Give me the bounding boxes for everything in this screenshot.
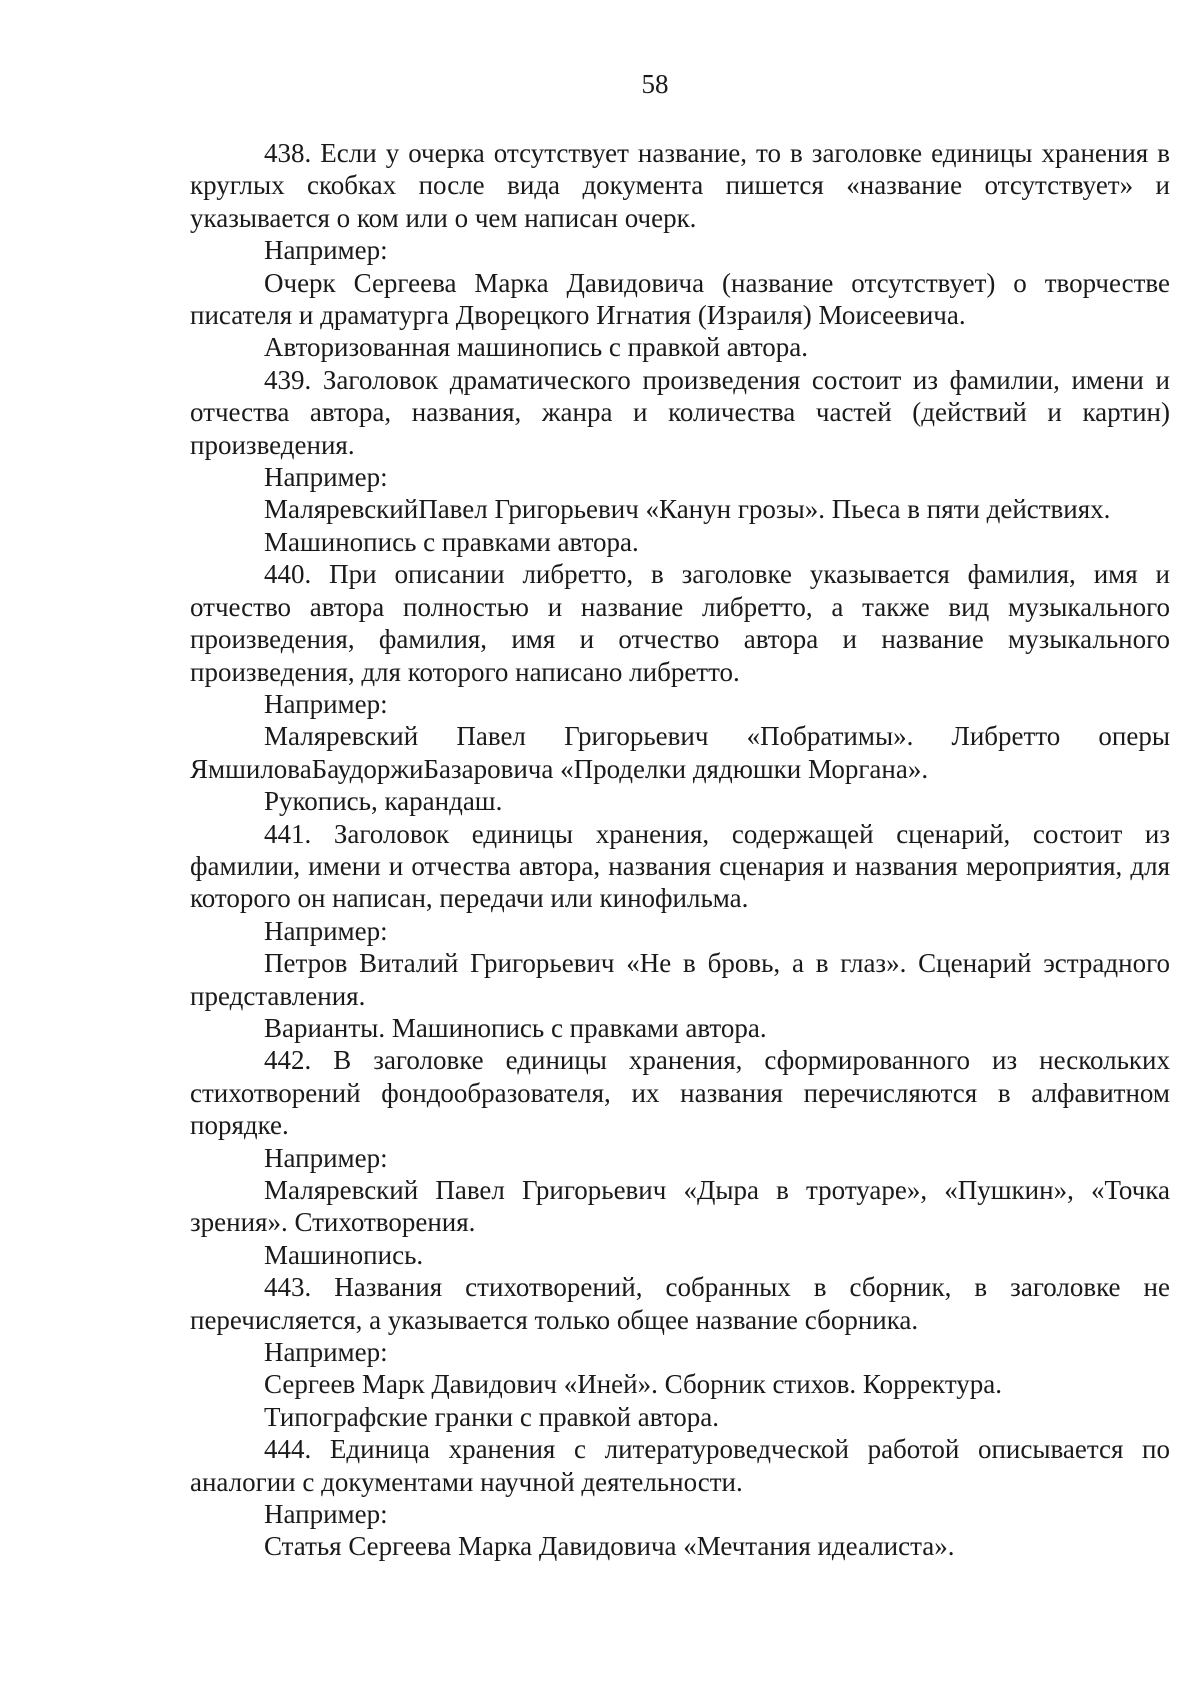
example-text: Авторизованная машинопись с правкой автора. [264,332,809,363]
numbered-paragraph: 444. Единица хранения с литературоведческой работой описывается по аналогии с документами научной деятельности. [190,1434,1170,1497]
example-label: Например: [264,235,388,266]
example-text: Машинопись. [264,1239,424,1270]
example-text: Типографские гранки с правкой автора. [264,1401,719,1432]
example-label: Например: [264,1499,388,1530]
example-text: Маляревский Павел Григорьевич «Дыра в тротуаре», «Пушкин», «Точка зрения». Стихотворения. [190,1175,1170,1238]
numbered-paragraph: 442. В заголовке единицы хранения, сформированного из нескольких стихотворений фондообразователя, их названия перечисляются в алфавитном порядке. [190,1045,1170,1141]
example-label: Например: [264,915,388,946]
example-text: Статья Сергеева Марка Давидовича «Мечтания идеалиста». [264,1531,955,1562]
numbered-paragraph: 439. Заголовок драматического произведения состоит из фамилии, имени и отчества автора, названия, жанра и количества частей (действий и картин) произведения. [190,364,1170,460]
example-label: Например: [264,1142,388,1173]
example-text: Маляревский Павел Григорьевич «Побратимы». Либретто оперы ЯмшиловаБаудоржиБазаровича «Проделки дядюшки Моргана». [190,721,1170,784]
example-text: Сергеев Марк Давидович «Иней». Сборник стихов. Корректура. [264,1369,1002,1400]
example-label: Например: [264,1337,388,1368]
numbered-paragraph: 441. Заголовок единицы хранения, содержащей сценарий, состоит из фамилии, имени и отчества автора, названия сценария и названия мероприятия, для которого он написан, передачи или кинофильма. [190,818,1170,914]
page-body [190,137,1170,1563]
example-text: Варианты. Машинопись с правками автора. [264,1012,767,1043]
numbered-paragraph: 440. При описании либретто, в заголовке указывается фамилия, имя и отчество автора полностью и название либретто, а также вид музыкального произведения, фамилия, имя и отчество автора и название музыкального произведения, для которого написано либретто. [190,559,1170,687]
example-label: Например: [264,462,388,493]
example-text: МаляревскийПавел Григорьевич «Канун грозы». Пьеса в пяти действиях. [264,494,1111,525]
example-text: Рукопись, карандаш. [264,786,503,817]
page-number: 58 [641,69,669,99]
example-label: Например: [264,688,388,719]
numbered-paragraph: 438. Если у очерка отсутствует название, то в заголовке единицы хранения в круглых скобках после вида документа пишется «название отсутствует» и указывается о ком или о чем написан очерк. [190,138,1170,233]
example-text: Машинопись с правками автора. [264,526,639,557]
example-text: Петров Виталий Григорьевич «Не в бровь, а в глаз». Сценарий эстрадного представления. [190,948,1170,1011]
example-text: Очерк Сергеева Марка Давидовича (название отсутствует) о творчестве писателя и драматурга Дворецкого Игнатия (Израиля) Моисеевича. [190,267,1170,331]
numbered-paragraph: 443. Названия стихотворений, собранных в сборник, в заголовке не перечисляется, а указывается только общее название сборника. [190,1272,1170,1335]
